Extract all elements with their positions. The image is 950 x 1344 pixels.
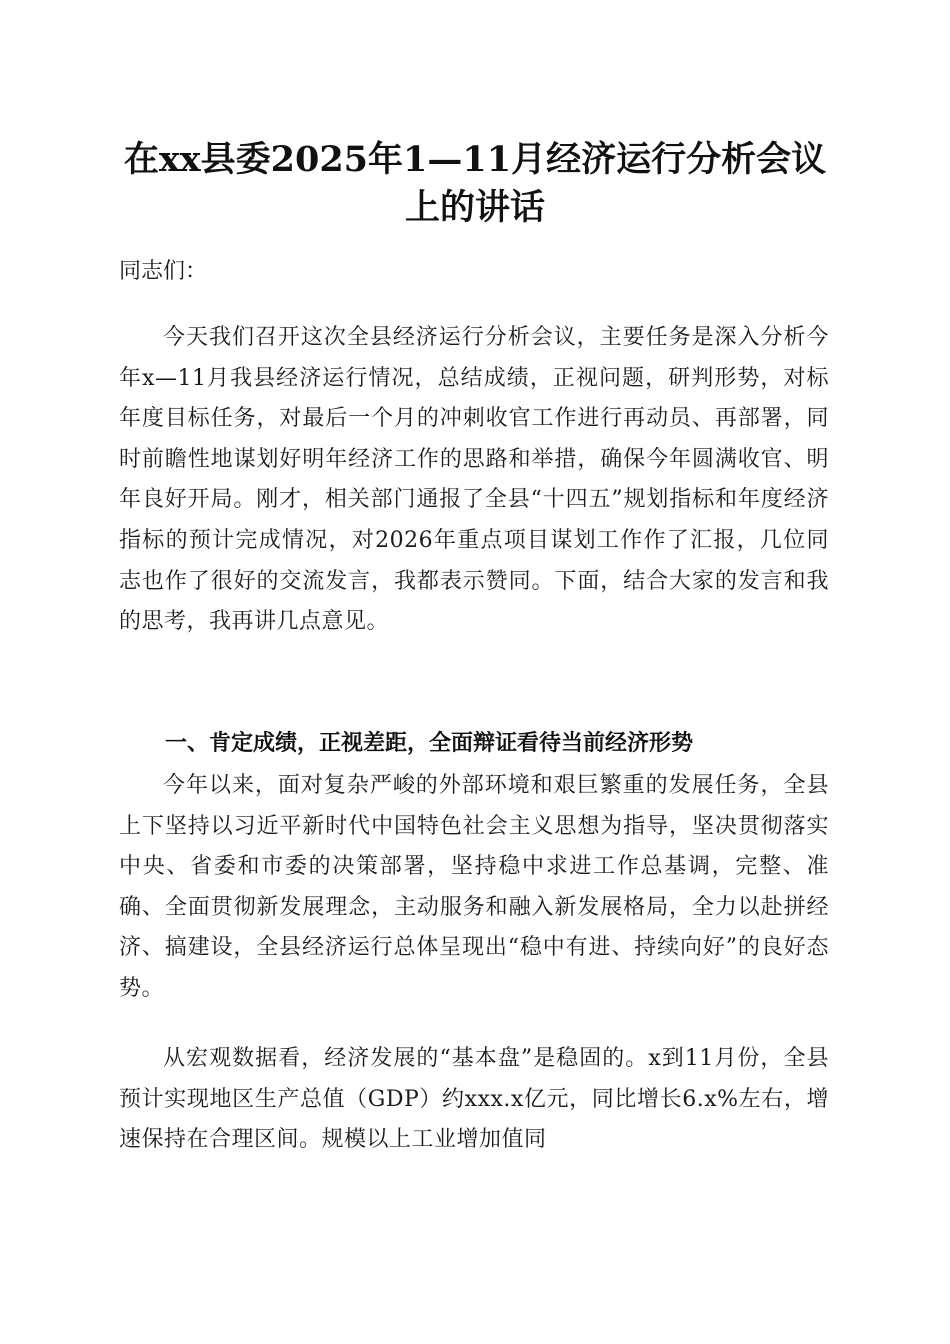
document-title-line-2: 上的讲话 (404, 187, 545, 228)
salutation: 同志们： (119, 259, 208, 284)
paragraph-achievements: 今年以来，面对复杂严峻的外部环境和艰巨繁重的发展任务，全县上下坚持以习近平新时代中国特色社会主义思想为指导，坚决贯彻落实中央、省委和市委的决策部署，坚持稳中求进工作总基调，完整、准确、全面贯彻新发展理念，主动服务和融入新发展格局，全力以赴拼经济、搞建设，全县经济运行总体呈现出“稳中有进、持续向好”的良好态势。 (119, 773, 829, 1001)
document-title-line-1: 在xx县委2025年1—11月经济运行分析会议 (123, 139, 827, 180)
paragraph-intro: 今天我们召开这次全县经济运行分析会议，主要任务是深入分析今年x—11月我县经济运行情况，总结成绩，正视问题，研判形势，对标年度目标任务，对最后一个月的冲刺收官工作进行再动员、再部署，同时前瞻性地谋划好明年经济工作的思路和举措，确保今年圆满收官、明年良好开局。刚才，相关部门通报了全县“十四五”规划指标和年度经济指标的预计完成情况，对2026年重点项目谋划工作作了汇报，几位同志也作了很好的交流发言，我都表示赞同。下面，结合大家的发言和我的思考，我再讲几点意见。 (119, 325, 829, 635)
section-heading-1: 一、肯定成绩，正视差距，全面辩证看待当前经济形势 (165, 731, 694, 756)
paragraph-macro-data: 从宏观数据看，经济发展的“基本盘”是稳固的。x到11月份，全县预计实现地区生产总值（GDP）约xxx.x亿元，同比增长6.x%左右，增速保持在合理区间。规模以上工业增加值同 (119, 1046, 829, 1153)
